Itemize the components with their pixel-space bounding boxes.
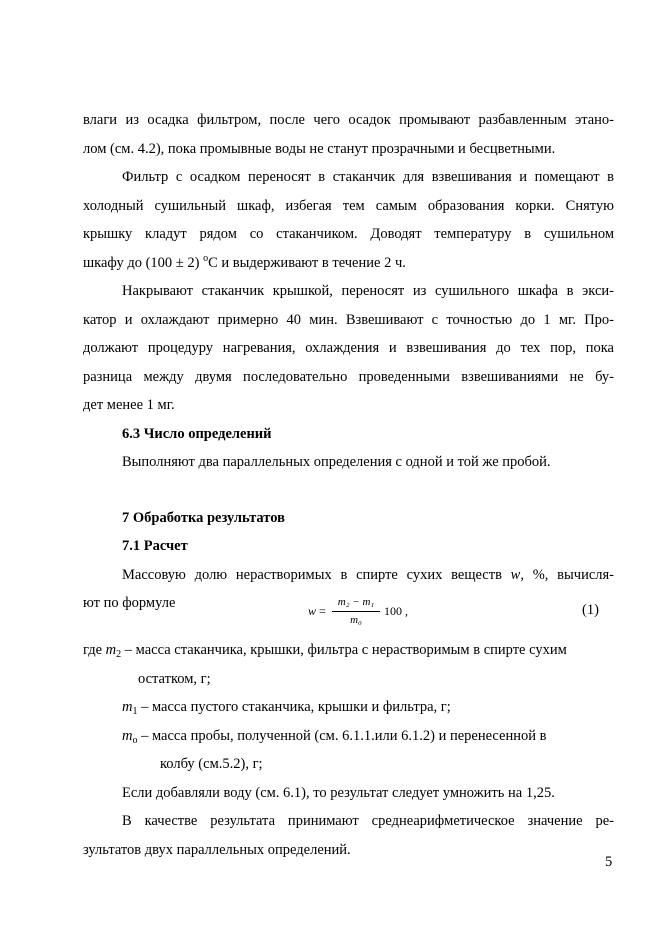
paragraph-line	[122, 698, 451, 716]
paragraph-line: Фильтр с осадком переносят в стаканчик для взвешивания и помещают в	[122, 169, 614, 185]
paragraph-line: холодный сушильный шкаф, избегая тем самым образования корки. Снятую	[83, 198, 614, 214]
text-segment: , %, вычисля-	[520, 567, 614, 583]
paragraph-line: Если добавляли воду (см. 6.1), то результат следует умножить на 1,25.	[122, 785, 555, 801]
text-segment: – масса пробы, полученной (см. 6.1.1.или 6.1.2) и перенесенной в	[137, 728, 547, 744]
paragraph-line	[122, 727, 546, 745]
text-segment: – масса пустого стаканчика, крышки и фильтра, г;	[137, 699, 451, 715]
paragraph-line: крышку кладут рядом со стаканчиком. Доводят температуру в сушильном	[83, 226, 614, 242]
paragraph-line: катор и охлаждают примерно 40 мин. Взвешивают с точностью до 1 мг. Про-	[83, 312, 614, 328]
paragraph-line: лом (см. 4.2), пока промывные воды не станут прозрачными и бесцветными.	[83, 141, 556, 157]
formula-equals: =	[319, 604, 326, 618]
formula-numerator: m₂ − m₁	[337, 596, 375, 608]
text-segment: Массовую долю нерастворимых в спирте сухих веществ	[122, 567, 511, 583]
paragraph-line: В качестве результата принимают среднеарифметическое значение ре-	[122, 813, 614, 829]
fraction-bar	[332, 611, 380, 612]
paragraph-line	[83, 641, 567, 659]
paragraph-line: остатком, г;	[138, 671, 211, 687]
degree-superscript: о	[203, 253, 209, 264]
variable-m: m	[122, 699, 133, 715]
variable-m: m	[122, 728, 133, 744]
subscript: 1	[132, 706, 138, 717]
paragraph-line: ют по формуле	[83, 595, 176, 611]
paragraph-line: колбу (см.5.2), г;	[160, 756, 263, 772]
page-number: 5	[605, 854, 613, 870]
formula-denominator: m₀	[350, 614, 362, 626]
paragraph-line: влаги из осадка фильтром, после чего осадок промывают разбавленным этано-	[83, 112, 614, 128]
paragraph-line	[83, 254, 406, 272]
variable-w: w	[510, 567, 521, 583]
text-segment: – масса стаканчика, крышки, фильтра с нерастворимым в спирте сухим	[121, 642, 567, 658]
formula-w: w	[308, 604, 317, 618]
section-heading-6-3: 6.3 Число определений	[122, 426, 272, 442]
paragraph-line: должают процедуру нагревания, охлаждения и взвешивания до тех пор, пока	[83, 340, 614, 356]
formula	[300, 592, 420, 632]
paragraph-line: Выполняют два параллельных определения с одной и той же пробой.	[122, 454, 551, 470]
paragraph-line: дет менее 1 мг.	[83, 397, 175, 413]
paragraph-line: Накрывают стаканчик крышкой, переносят из сушильного шкафа в экси-	[122, 283, 614, 299]
paragraph-line	[122, 566, 614, 584]
paragraph-line: разница между двумя последовательно проведенными взвешиваниями не бу-	[83, 369, 614, 385]
formula-factor: 100 ,	[384, 604, 408, 618]
text-segment: С и выдерживают в течение 2 ч.	[208, 255, 406, 271]
paragraph-line: зультатов двух параллельных определений.	[83, 842, 351, 858]
section-heading-7: 7 Обработка результатов	[122, 510, 285, 526]
subscript: о	[132, 735, 138, 746]
equation-number: (1)	[582, 602, 599, 618]
text-segment: где	[83, 642, 106, 658]
variable-m: m	[105, 642, 117, 658]
text-segment: шкафу до (100 ± 2)	[83, 255, 204, 271]
section-heading-7-1: 7.1 Расчет	[122, 538, 188, 554]
subscript: 2	[116, 649, 122, 660]
